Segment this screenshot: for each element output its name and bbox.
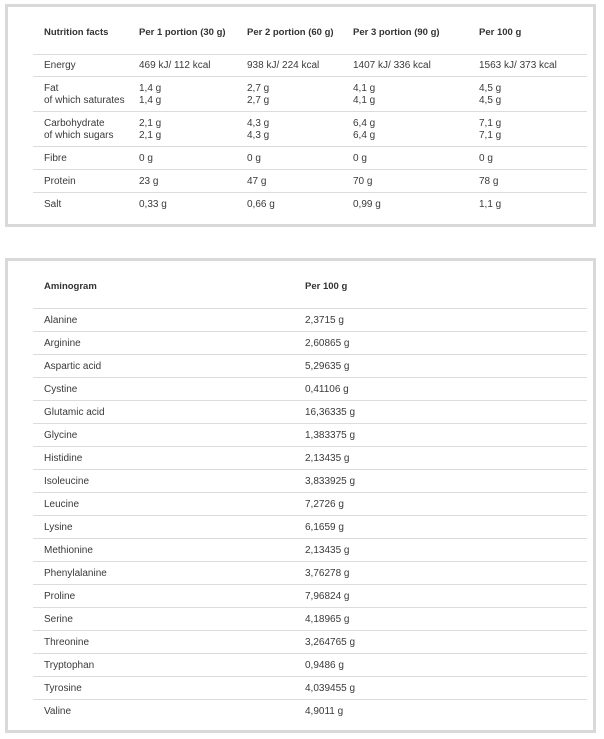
nutrient-value: 0,33 g <box>139 199 167 210</box>
nutrient-value-sub: 4,3 g <box>247 130 270 141</box>
amino-acid-name: Tyrosine <box>44 683 82 694</box>
nutrient-label: Energy <box>44 60 76 71</box>
amino-acid-value: 0,41106 g <box>305 384 349 395</box>
table-row <box>33 77 587 112</box>
nutrient-label-sub: of which saturates <box>44 95 125 106</box>
table-row <box>33 539 587 562</box>
nutrient-value-sub: 6,4 g <box>353 130 376 141</box>
nutrition-header-portion-1: Per 1 portion (30 g) <box>139 27 226 38</box>
nutrient-value <box>479 118 501 142</box>
nutrient-value-sub: 2,1 g <box>139 130 162 141</box>
nutrient-label <box>44 118 113 142</box>
nutrient-value <box>247 118 269 142</box>
amino-acid-name: Aspartic acid <box>44 361 102 372</box>
amino-acid-name: Glutamic acid <box>44 407 105 418</box>
nutrient-value: 1563 kJ/ 373 kcal <box>479 60 557 71</box>
table-row <box>33 112 587 147</box>
amino-acid-value: 2,60865 g <box>305 338 350 349</box>
amino-acid-value: 4,9011 g <box>305 706 344 717</box>
nutrient-value-main: 2,1 g <box>139 118 162 129</box>
table-row <box>33 585 587 608</box>
nutrient-label: Fibre <box>44 153 67 164</box>
table-row <box>33 424 587 447</box>
nutrient-value: 0,99 g <box>353 199 381 210</box>
amino-acid-value: 2,3715 g <box>305 315 344 326</box>
amino-acid-name: Tryptophan <box>44 660 95 671</box>
amino-acid-value: 3,76278 g <box>305 568 350 579</box>
amino-acid-value: 16,36335 g <box>305 407 356 418</box>
nutrient-value <box>139 118 161 142</box>
table-row <box>33 309 587 332</box>
amino-acid-name: Proline <box>44 591 76 602</box>
nutrient-value-sub: 7,1 g <box>479 130 502 141</box>
nutrient-value: 23 g <box>139 176 159 187</box>
nutrition-header-portion-3: Per 3 portion (90 g) <box>353 27 440 38</box>
table-row <box>33 447 587 470</box>
nutrition-header-per-100g: Per 100 g <box>479 27 522 38</box>
nutrient-value: 70 g <box>353 176 373 187</box>
nutrient-value <box>247 83 269 107</box>
nutrient-value: 0,66 g <box>247 199 275 210</box>
nutrient-value-main: 6,4 g <box>353 118 376 129</box>
nutrient-label: Protein <box>44 176 76 187</box>
nutrient-value: 0 g <box>247 153 261 164</box>
amino-acid-value: 3,264765 g <box>305 637 356 648</box>
nutrient-value: 1,1 g <box>479 199 502 210</box>
amino-acid-name: Lysine <box>44 522 73 533</box>
amino-acid-value: 2,13435 g <box>305 545 350 556</box>
nutrient-value-sub: 2,7 g <box>247 95 270 106</box>
table-row <box>33 516 587 539</box>
nutrient-value-sub: 4,5 g <box>479 95 502 106</box>
nutrition-facts-table <box>5 4 596 227</box>
nutrient-value <box>479 83 501 107</box>
aminogram-header-label: Aminogram <box>44 281 97 292</box>
nutrient-label-sub: of which sugars <box>44 130 114 141</box>
amino-acid-value: 3,833925 g <box>305 476 356 487</box>
nutrient-label-main: Fat <box>44 83 59 94</box>
nutrient-label-main: Carbohydrate <box>44 118 105 129</box>
amino-acid-name: Valine <box>44 706 72 717</box>
table-row <box>33 378 587 401</box>
nutrient-value-main: 4,1 g <box>353 83 376 94</box>
nutrient-value: 1407 kJ/ 336 kcal <box>353 60 431 71</box>
nutrient-value <box>139 83 161 107</box>
amino-acid-name: Cystine <box>44 384 78 395</box>
nutrient-value-main: 2,7 g <box>247 83 270 94</box>
table-row <box>33 401 587 424</box>
table-row <box>33 700 587 722</box>
amino-acid-name: Methionine <box>44 545 93 556</box>
table-row <box>33 355 587 378</box>
amino-acid-name: Leucine <box>44 499 80 510</box>
nutrient-label <box>44 83 125 107</box>
table-row <box>33 147 587 170</box>
table-row <box>33 654 587 677</box>
aminogram-header-per-100g: Per 100 g <box>305 281 348 292</box>
amino-acid-name: Serine <box>44 614 73 625</box>
amino-acid-name: Isoleucine <box>44 476 90 487</box>
amino-acid-name: Arginine <box>44 338 81 349</box>
amino-acid-value: 2,13435 g <box>305 453 350 464</box>
amino-acid-value: 5,29635 g <box>305 361 350 372</box>
table-row <box>33 493 587 516</box>
amino-acid-name: Threonine <box>44 637 90 648</box>
amino-acid-value: 0,9486 g <box>305 660 344 671</box>
table-row <box>33 170 587 193</box>
nutrient-value-sub: 4,1 g <box>353 95 376 106</box>
nutrient-value <box>353 83 375 107</box>
amino-acid-value: 4,18965 g <box>305 614 350 625</box>
nutrition-header-label: Nutrition facts <box>44 27 109 38</box>
amino-acid-name: Glycine <box>44 430 78 441</box>
nutrition-header-row <box>33 21 587 55</box>
nutrient-value: 0 g <box>139 153 153 164</box>
nutrient-value-main: 1,4 g <box>139 83 162 94</box>
amino-acid-name: Histidine <box>44 453 83 464</box>
nutrient-value: 469 kJ/ 112 kcal <box>139 60 211 71</box>
nutrient-value: 0 g <box>479 153 493 164</box>
amino-acid-value: 7,96824 g <box>305 591 350 602</box>
table-row <box>33 631 587 654</box>
nutrient-value <box>353 118 375 142</box>
nutrient-value-sub: 1,4 g <box>139 95 162 106</box>
table-row <box>33 677 587 700</box>
amino-acid-value: 4,039455 g <box>305 683 356 694</box>
nutrient-value-main: 4,3 g <box>247 118 270 129</box>
amino-acid-name: Phenylalanine <box>44 568 107 579</box>
aminogram-header-row <box>33 275 587 309</box>
nutrient-value-main: 4,5 g <box>479 83 502 94</box>
table-row <box>33 470 587 493</box>
nutrient-value: 47 g <box>247 176 267 187</box>
table-row <box>33 54 587 77</box>
amino-acid-value: 6,1659 g <box>305 522 344 533</box>
table-row <box>33 193 587 215</box>
table-row <box>33 562 587 585</box>
amino-acid-value: 1,383375 g <box>305 430 356 441</box>
nutrient-value-main: 7,1 g <box>479 118 502 129</box>
nutrient-value: 938 kJ/ 224 kcal <box>247 60 320 71</box>
aminogram-table <box>5 258 596 733</box>
nutrient-value: 78 g <box>479 176 499 187</box>
table-row <box>33 332 587 355</box>
amino-acid-value: 7,2726 g <box>305 499 344 510</box>
nutrient-value: 0 g <box>353 153 367 164</box>
table-row <box>33 608 587 631</box>
nutrition-header-portion-2: Per 2 portion (60 g) <box>247 27 334 38</box>
nutrient-label: Salt <box>44 199 62 210</box>
amino-acid-name: Alanine <box>44 315 78 326</box>
